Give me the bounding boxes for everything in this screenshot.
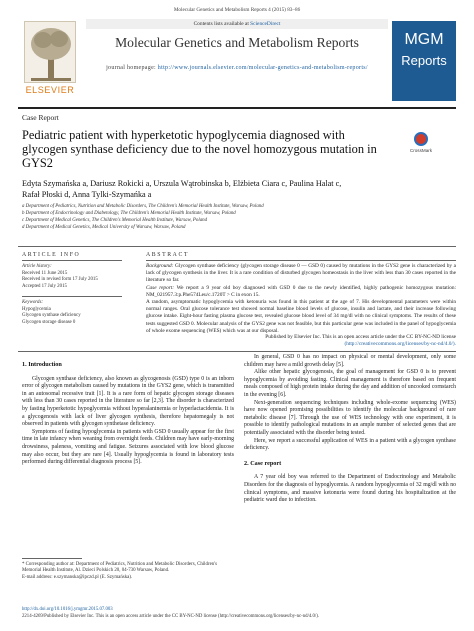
- info-divider: [22, 260, 122, 261]
- authors-line-2: Rafał Płoski d, Anna Tylki-Szymańka a: [22, 189, 152, 199]
- keyword-item: Hypoglycemia: [22, 306, 51, 312]
- history-label: Article history:: [22, 264, 52, 269]
- footnote-divider: [22, 558, 82, 559]
- article-info-heading: ARTICLE INFO: [22, 252, 81, 258]
- affiliations: [22, 203, 462, 231]
- article-type: Case Report: [22, 113, 59, 122]
- case-paragraph-1: A 7 year old boy was referred to the Department of Endocrinology and Metabolic Disorders for the diagnosis of hypoglycemia. A random hypoglycemia of 32 mg/dl with no clinical symptoms, and massive ketonuria were found during his hospitalization at the pediatric ward due to infection.: [244, 474, 456, 504]
- abstract-license: [146, 334, 456, 348]
- sciencedirect-link[interactable]: ScienceDirect: [250, 21, 281, 27]
- background-text: Glycogen synthase deficiency (glycogen storage disease 0 — GSD 0) caused by mutations in the GYS2 gene is characterized by a lack of glycogen synthesis in the liver. It is a rare condition of disturbed glycogen homeostasis in the liver with less than 30 cases reported in the literature so far.: [146, 263, 456, 284]
- intro-paragraph-2: Symptoms of fasting hypoglycemia in patients with GSD 0 usually appear for the first time in late infancy when weaning from overnight feeds. Children may have early-morning drowsiness, paleness, vomiting and fatigue. Seizures associated with low blood glucose may also occur, but they are rare [4]. Usually hypoglycemia is found in laboratory tests performed during differential diagnosis process [5].: [22, 428, 234, 466]
- affiliation-a: a Department of Pediatrics, Nutrition and Metabolic Disorders, The Children's Memorial Health Institute, Warsaw, Poland: [22, 204, 264, 209]
- abstract-heading: ABSTRACT: [146, 252, 190, 258]
- abstract-case: [146, 285, 456, 299]
- header-divider: [18, 107, 456, 109]
- contents-line: [86, 19, 388, 29]
- journal-cover: [392, 21, 456, 101]
- intro-heading: 1. Introduction: [22, 361, 62, 368]
- author-list: [22, 179, 462, 200]
- article-history: [22, 264, 122, 290]
- keywords-label: Keywords:: [22, 300, 44, 305]
- cover-subtitle: Reports: [401, 53, 447, 68]
- keyword-item: Glycogen storage disease 0: [22, 319, 76, 325]
- homepage-label: journal homepage:: [106, 65, 158, 71]
- body-right-column: [244, 354, 456, 505]
- case-label: Case report:: [146, 284, 175, 291]
- abstract-background: [146, 263, 456, 285]
- crossmark-badge[interactable]: [402, 132, 440, 158]
- cover-title: MGM: [404, 31, 444, 48]
- article-footer: [22, 607, 462, 620]
- abstract-paragraph: A random, asymptomatic hypoglycemia with ketonuria was found in this patient at the age of 7. His developmental parameters were within normal ranges. Oral glucose tolerance test showed normal baseline blood levels of glucose, insulin and lactate, and their increase following glucose intake. Eight-hour fasting plasma glucose test, revealed glucose blood level of 34 mg/dl with no clinical symptoms. The results of these tests suggested GSD 0. Molecular analysis of the GYS2 gene was not feasible, but this particular gene was included in the panel of hypoglycemia of whole exome sequencing (WES) which was at our disposal.: [146, 299, 456, 334]
- article-title: Pediatric patient with hyperketotic hypoglycemia diagnosed with glycogen synthase deficiency due to the novel homozygous mutation in GYS2: [22, 128, 377, 171]
- corresponding-author-footnote: * Corresponding author at: Department of Pediatrics, Nutrition and Metabolic Disorders, Children's Memorial Health Institute, Al. Dzieci Polskich 20, 04-730 Warsaw, Poland. E-mail address: e.szymanska@ipczd.pl (E. Szymańska).: [22, 562, 217, 580]
- history-received: Received 11 June 2015: [22, 270, 68, 276]
- case-text: We report a 9 year old boy diagnosed with GSD 0 due to the newly identified, highly pathogenic homozygous mutation: NM_021957.3:p.Phe574Leu/c.1720T > C in exon 15.: [146, 284, 456, 298]
- body-left-column: [22, 354, 234, 467]
- elsevier-tree-icon: [24, 21, 76, 83]
- elsevier-logo: [18, 21, 82, 99]
- keywords: [22, 300, 122, 326]
- right-paragraph-2: Alike other hepatic glycogenosis, the goal of management for GSD 0 is to prevent hypoglycemia by avoiding fasting. Clinical management is therefore based on frequent meals composed of high protein intake during the day and addition of uncooked cornstarch in the evening [6].: [244, 369, 456, 398]
- journal-banner: [86, 19, 388, 105]
- authors-line-1: Edyta Szymańska a, Dariusz Rokicki a, Urszula Wątrobinska b, Elżbieta Ciara c, Paulina Halat c,: [22, 179, 342, 188]
- case-heading: 2. Case report: [244, 459, 282, 467]
- abstract-end-divider: [18, 351, 456, 352]
- right-paragraph-1: In general, GSD 0 has no impact on physical or mental development, only some children may have a mild growth delay [5].: [244, 354, 456, 368]
- running-head: Molecular Genetics and Metabolism Reports 4 (2015) 83–86: [173, 7, 301, 13]
- affiliation-divider: [18, 246, 456, 247]
- license-link[interactable]: (http://creativecommons.org/licenses/by-nc-nd/4.0/).: [344, 341, 456, 348]
- footer-license: 2214-4269/Published by Elsevier Inc. This is an open access article under the CC BY-NC-ND license (http://creativecommons.org/licenses/by-nc-nd/4.0/).: [22, 613, 320, 619]
- affiliation-d: d Department of Medical Genetics, Medical University of Warsaw, Warsaw, Poland: [22, 225, 186, 230]
- intro-paragraph-1: Glycogen synthase deficiency, also known as glycogenosis (GSD) type 0 is an inborn error of glycogen metabolism caused by mutations in the GYS2 gene, which is transmitted in an autosomal recessive trait [1]. It is a rare form of hepatic glycogen storage diseases with less than 30 cases reported in the literature so far [2,3]. The disorder is characterized by fasting hyperketotic hypoglycemia without hyperalaninemia or hyperlactacidemia. It is a glycogenosis with lack of liver glycogen synthesis, therefore hepatomegaly is not observed in patients with glycogen synthetase deficiency.: [22, 375, 234, 428]
- affiliation-b: b Department of Endocrinology and Diabetology, The Children's Memorial Health Institute, Warsaw, Poland: [22, 211, 236, 216]
- affiliation-c: c Department of Medical Genetics, The Children's Memorial Health Institute, Warsaw, Poland: [22, 218, 208, 223]
- doi-link[interactable]: http://dx.doi.org/10.1016/j.ymgmr.2015.07.003: [22, 607, 113, 612]
- history-divider: [22, 296, 122, 297]
- history-accepted: Accepted 17 July 2015: [22, 283, 67, 289]
- journal-homepage: [92, 64, 382, 72]
- journal-header: [18, 19, 456, 105]
- right-paragraph-3: Next-generation sequencing techniques including whole-exome sequencing (WES) have now opened promising possibilities to identify the molecular background of rare metabolic disease [7]. Through the use of WES technology with one experiment, it is possible to identify pathological mutations in an ample number of selected genes that are potentially associated with the disorder being tested.: [244, 399, 456, 436]
- abstract-body: [146, 263, 456, 335]
- contents-prefix: Contents lists available at: [193, 21, 251, 27]
- right-paragraph-4: Here, we report a successful application of WES in a patient with a glycogen synthase deficiency.: [244, 437, 456, 452]
- publisher-line: Published by Elsevier Inc. This is an open access article under the CC BY-NC-ND license: [265, 334, 456, 340]
- background-label: Background:: [146, 263, 174, 269]
- journal-title: Molecular Genetics and Metabolism Reports: [115, 35, 359, 50]
- publisher-wordmark: ELSEVIER: [25, 85, 75, 95]
- keyword-item: Glycogen synthase deficiency: [22, 313, 81, 319]
- history-revised: Received in revised form 17 July 2015: [22, 277, 98, 283]
- abstract-divider: [146, 260, 456, 261]
- crossmark-icon: [414, 132, 428, 146]
- homepage-link[interactable]: http://www.journals.elsevier.com/molecular-genetics-and-metabolism-reports/: [157, 65, 368, 71]
- crossmark-label: CrossMark: [409, 148, 433, 153]
